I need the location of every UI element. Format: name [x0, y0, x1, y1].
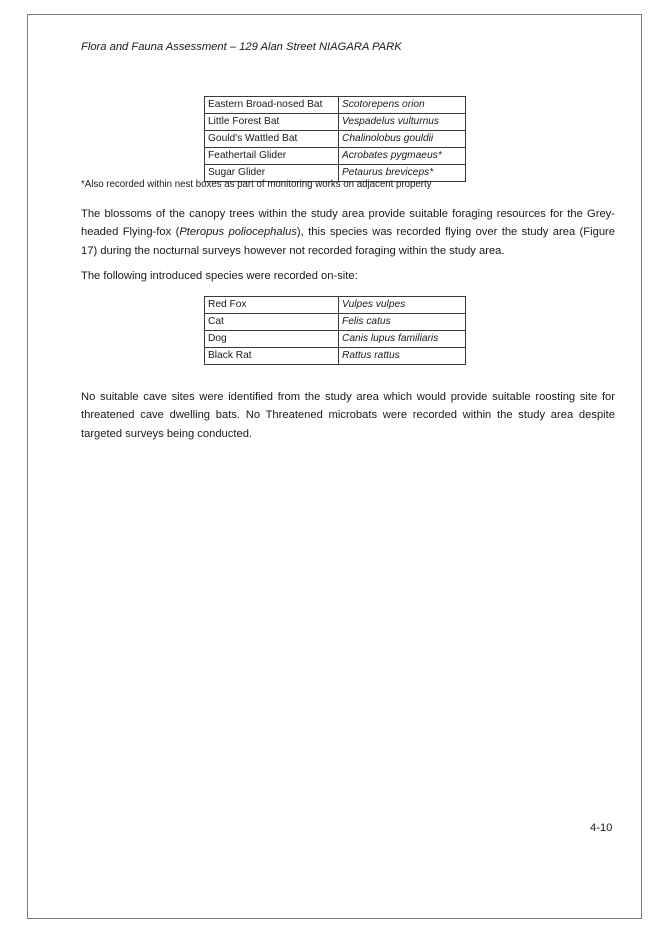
common-name-cell: Cat — [205, 314, 339, 331]
native-species-table — [204, 96, 466, 182]
common-name-cell: Gould's Wattled Bat — [205, 131, 339, 148]
table-row — [205, 348, 466, 365]
table-row — [205, 131, 466, 148]
table-row — [205, 331, 466, 348]
scientific-name-cell: Vespadelus vulturnus — [339, 114, 466, 131]
page-number: 4-10 — [590, 822, 613, 834]
scientific-name-cell: Felis catus — [339, 314, 466, 331]
table-row — [205, 314, 466, 331]
common-name-cell: Feathertail Glider — [205, 148, 339, 165]
caves-paragraph: No suitable cave sites were identified from the study area which would provide suitable roosting site for threatened cave dwelling bats. No Threatened microbats were recorded within the study area despite targeted surveys being conducted. — [81, 391, 615, 440]
common-name-cell: Dog — [205, 331, 339, 348]
blossoms-paragraph — [81, 205, 615, 260]
scientific-name-cell: Acrobates pygmaeus* — [339, 148, 466, 165]
common-name-cell: Little Forest Bat — [205, 114, 339, 131]
common-name-cell: Red Fox — [205, 297, 339, 314]
table-row — [205, 148, 466, 165]
scientific-name-cell: Canis lupus familiaris — [339, 331, 466, 348]
scientific-name-cell: Scotorepens orion — [339, 97, 466, 114]
table-row — [205, 114, 466, 131]
scientific-name-cell: Rattus rattus — [339, 348, 466, 365]
common-name-cell: Sugar Glider — [205, 165, 339, 182]
blossoms-text-end: ), this species was recorded flying over the study area (Figure 17) during the nocturnal surveys however not recorded foraging within the study area. — [81, 226, 615, 257]
scientific-name-cell: Chalinolobus gouldii — [339, 131, 466, 148]
blossoms-text-start: The blossoms of the canopy trees within the study area provide suitable foraging resources for the Grey-headed Flying-fox ( — [81, 208, 615, 239]
introduced-species-table — [204, 296, 466, 365]
species-name: Pteropus poliocephalus — [179, 226, 297, 239]
introduced-intro-paragraph: The following introduced species were recorded on-site: — [81, 270, 358, 282]
scientific-name-cell: Vulpes vulpes — [339, 297, 466, 314]
page-header: Flora and Fauna Assessment – 129 Alan Street NIAGARA PARK — [81, 41, 402, 53]
scientific-name-cell: Petaurus breviceps* — [339, 165, 466, 182]
common-name-cell: Eastern Broad-nosed Bat — [205, 97, 339, 114]
table-row — [205, 297, 466, 314]
common-name-cell: Black Rat — [205, 348, 339, 365]
table-row — [205, 97, 466, 114]
table-footnote: *Also recorded within nest boxes as part of monitoring works on adjacent property — [81, 179, 432, 190]
